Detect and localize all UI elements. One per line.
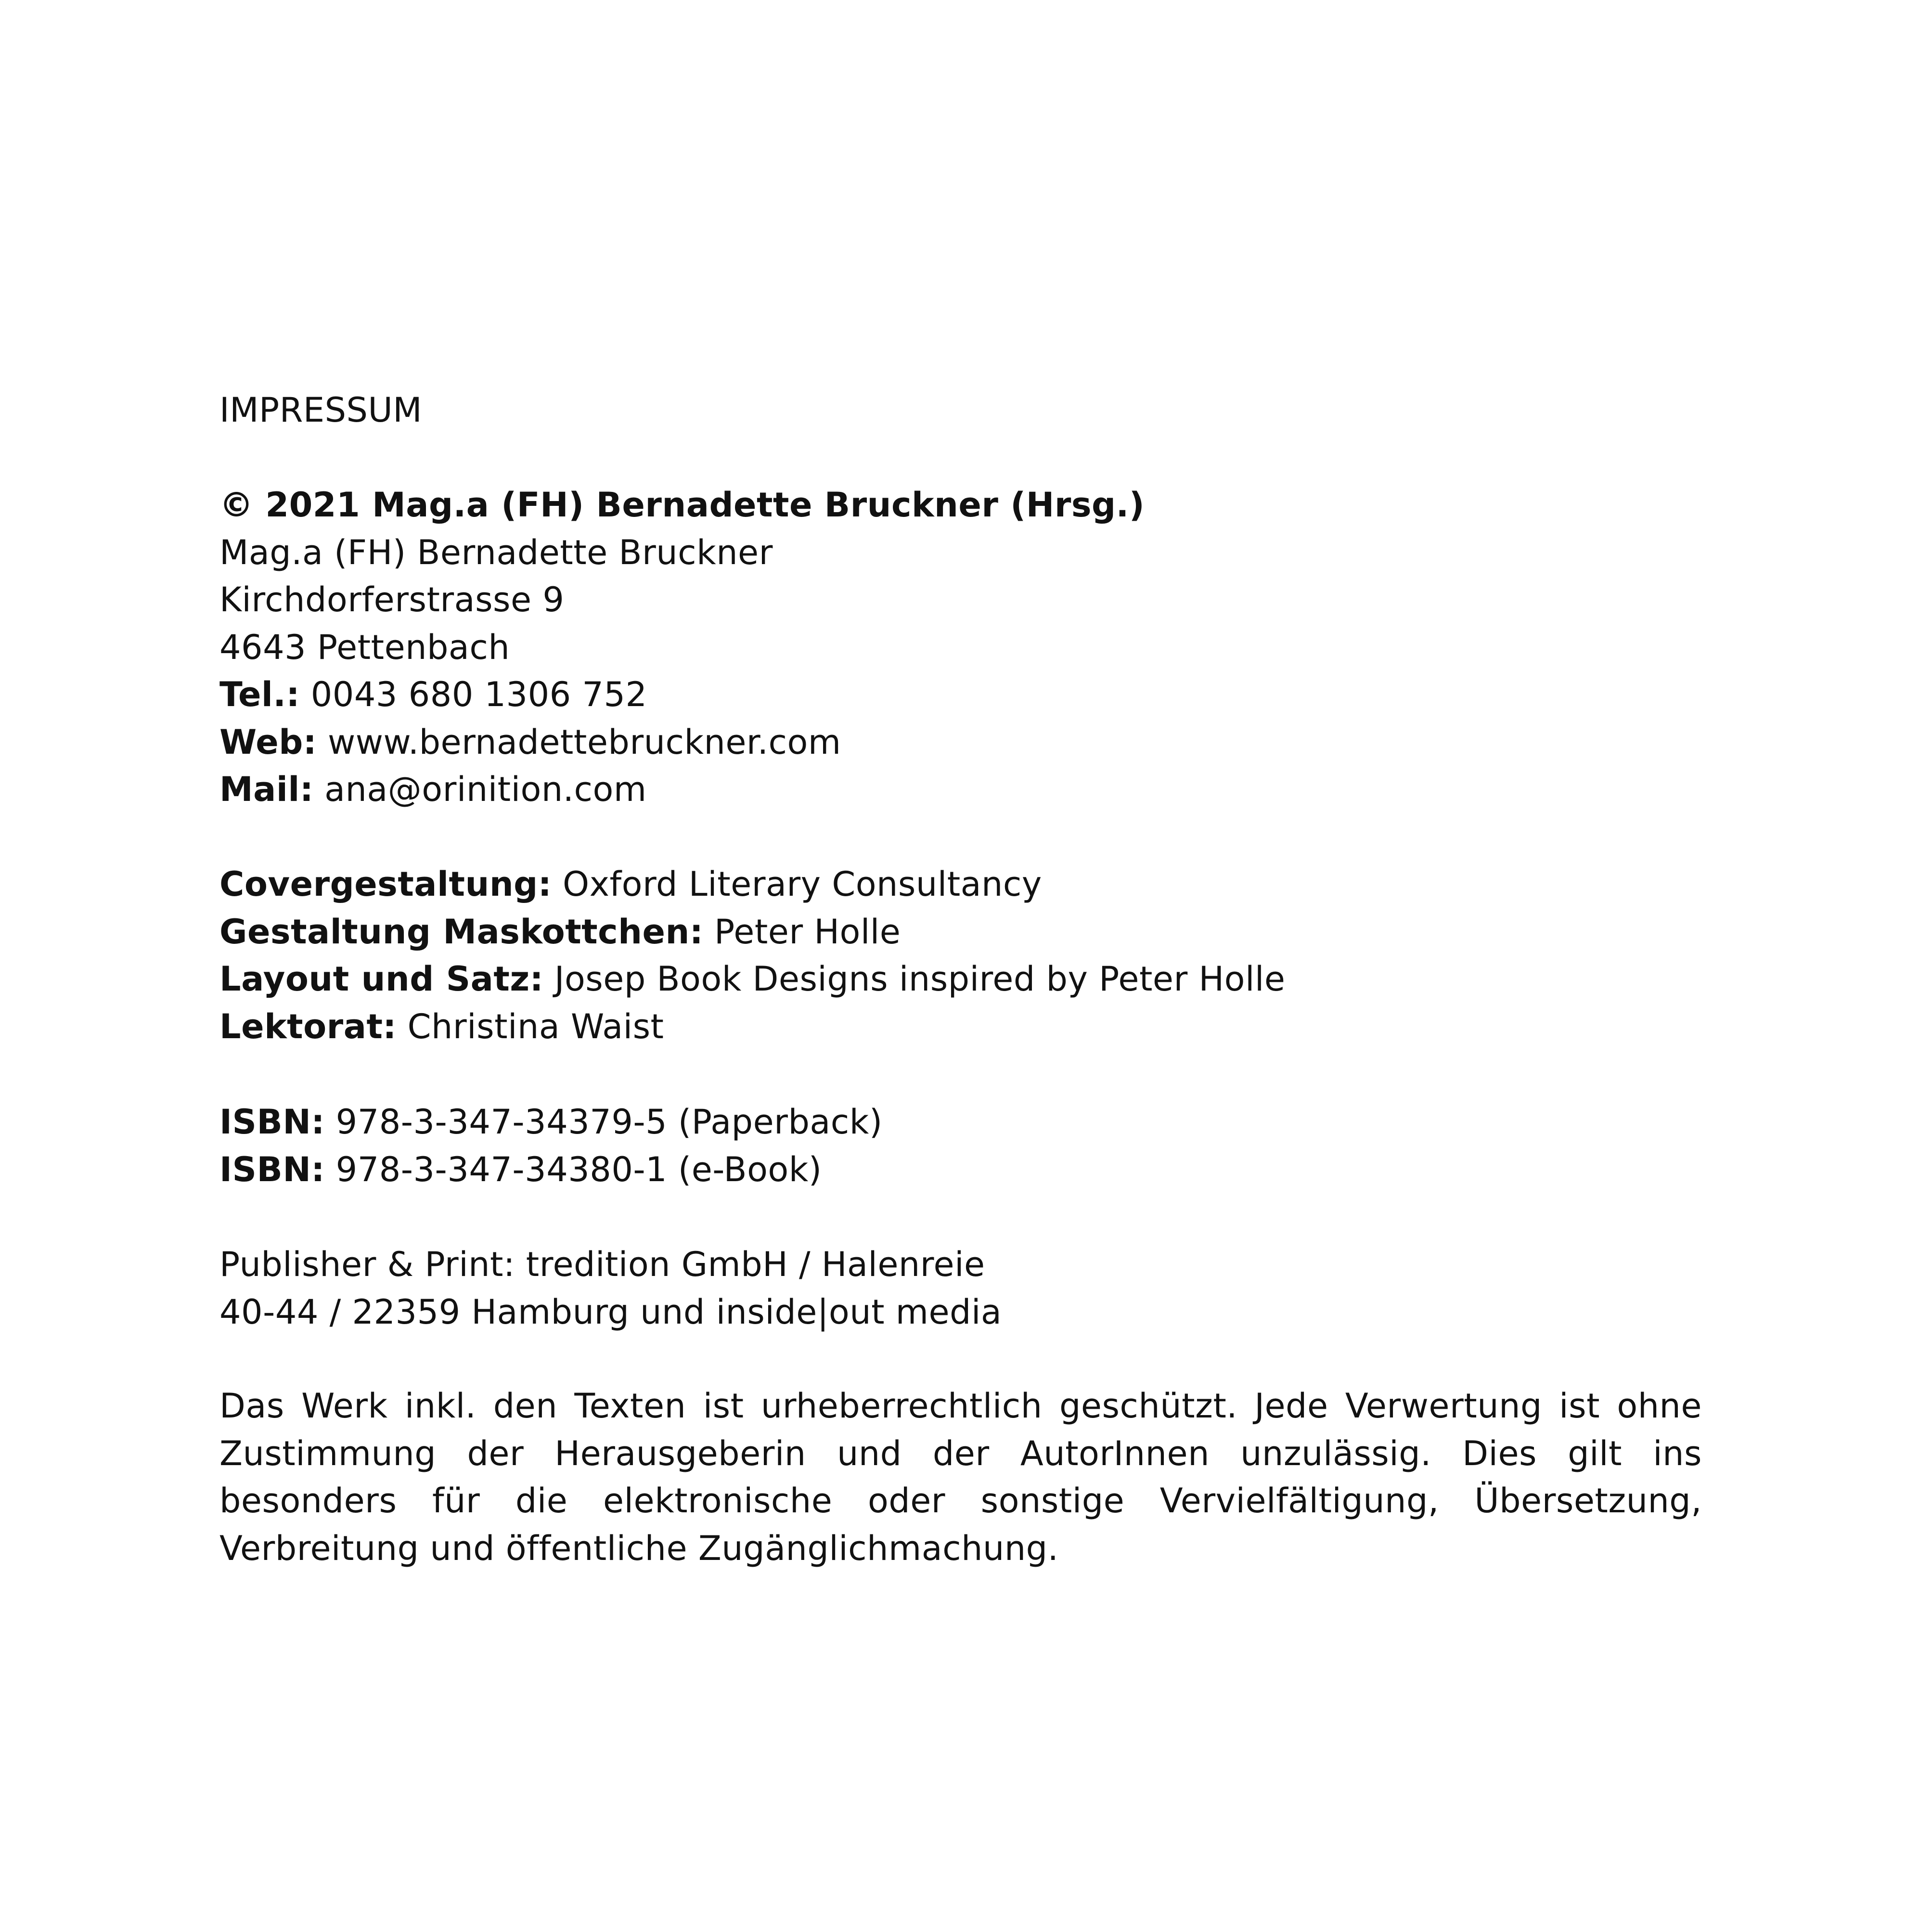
credit-label: Lektorat: <box>219 1006 397 1046</box>
copyright-notice <box>219 1382 1702 1572</box>
credit-label: Gestaltung Maskottchen: <box>219 912 704 952</box>
isbn-block <box>219 1098 1702 1193</box>
credit-line-mascot <box>219 908 1702 956</box>
web-label: Web: <box>219 722 317 762</box>
isbn-value: 978-3-347-34380-1 (e-Book) <box>324 1149 822 1189</box>
publisher-line-2: 40-44 / 22359 Hamburg und inside|out media <box>219 1292 1002 1332</box>
street-address: Kirchdorferstrasse 9 <box>219 580 565 619</box>
credit-value: Oxford Literary Consultancy <box>552 864 1042 904</box>
isbn-value: 978-3-347-34379-5 (Paperback) <box>324 1102 883 1142</box>
credit-line-cover <box>219 861 1702 908</box>
tel-label: Tel.: <box>219 675 300 714</box>
credit-value: Peter Holle <box>703 912 901 952</box>
publisher-line-1: Publisher & Print: tredition GmbH / Halenreie <box>219 1245 985 1284</box>
web-line <box>219 719 1702 766</box>
city-address: 4643 Pettenbach <box>219 627 510 667</box>
copyright-line: © 2021 Mag.a (FH) Bernadette Bruckner (Hrsg.) <box>219 485 1145 525</box>
credit-line-editing <box>219 1003 1702 1051</box>
isbn-paperback-line <box>219 1098 1702 1146</box>
credit-label: Covergestaltung: <box>219 864 552 904</box>
legal-paragraph: Das Werk inkl. den Texten ist urheberrechtlich geschützt. Jede Verwertung ist ohne Zustimmung der Herausgeberin und der AutorInnen unzulässig. Dies gilt ins besonders für die elektronische oder sonstige Vervielfältigung, Übersetzung, Verbreitung und öffentliche Zugänglichmachung. <box>219 1386 1702 1568</box>
publisher-block <box>219 1241 1702 1336</box>
mail-value: ana@orinition.com <box>313 770 647 809</box>
page-title: IMPRESSUM <box>219 390 423 430</box>
isbn-label: ISBN: <box>219 1149 325 1189</box>
mail-label: Mail: <box>219 770 314 809</box>
contact-block <box>219 481 1702 813</box>
credit-label: Layout und Satz: <box>219 959 544 999</box>
credit-value: Christina Waist <box>396 1006 664 1046</box>
tel-value: 0043 680 1306 752 <box>300 675 647 714</box>
web-value: www.bernadettebruckner.com <box>317 722 841 762</box>
isbn-ebook-line <box>219 1146 1702 1194</box>
credit-line-layout <box>219 955 1702 1003</box>
publisher-name: Mag.a (FH) Bernadette Bruckner <box>219 532 773 572</box>
mail-line <box>219 766 1702 813</box>
impressum-heading <box>219 386 1702 434</box>
tel-line <box>219 671 1702 719</box>
isbn-label: ISBN: <box>219 1102 325 1142</box>
credit-value: Josep Book Designs inspired by Peter Holle <box>543 959 1286 999</box>
credits-block <box>219 861 1702 1050</box>
